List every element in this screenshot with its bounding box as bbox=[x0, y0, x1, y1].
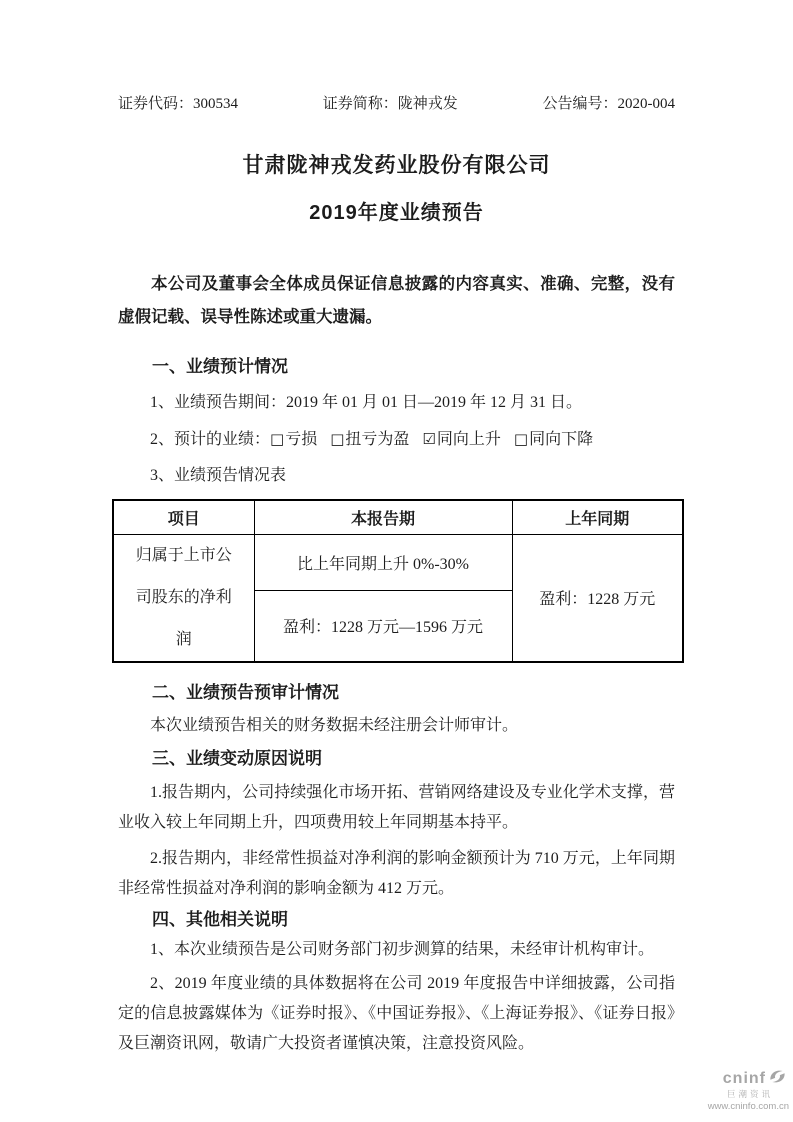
pre-audit-statement: 本次业绩预告相关的财务数据未经注册会计师审计。 bbox=[150, 716, 519, 734]
checkbox-unchecked-icon: □ bbox=[270, 430, 285, 448]
page-title: 甘肃陇神戎发药业股份有限公司 bbox=[242, 154, 551, 177]
forecast-type-prefix: 2、预计的业绩： bbox=[150, 431, 271, 448]
cninfo-swirl-icon bbox=[768, 1068, 787, 1090]
meta-header bbox=[118, 95, 675, 113]
other-note-2: 2、2019 年度业绩的具体数据将在公司 2019 年度报告中详细披露，公司指定的信息披露媒体为《证券时报》、《中国证券报》、《上海证券报》、《证券日报》及巨潮资讯网，敬请广大投资者谨慎决策，注意投资风险。 bbox=[118, 974, 675, 1052]
section-1-heading: 一、业绩预计情况 bbox=[152, 357, 288, 376]
change-reason-para-1: 1.报告期内，公司持续强化市场开拓、营销网络建设及专业化学术支撑，营业收入较上年同期上升，四项费用较上年同期基本持平。 bbox=[118, 783, 675, 831]
announcement-number: 公告编号：2020-004 bbox=[542, 96, 675, 112]
cell-prior-profit: 盈利：1228 万元 bbox=[512, 534, 683, 662]
header-current-period: 本报告期 bbox=[254, 500, 512, 534]
cell-current-change: 比上年同期上升 0%-30% bbox=[254, 534, 512, 591]
option-same-direction-up bbox=[422, 429, 500, 450]
checkbox-unchecked-icon: □ bbox=[330, 430, 345, 448]
cninfo-chinese-name: 巨潮资讯 bbox=[726, 1089, 773, 1100]
checkbox-unchecked-icon: □ bbox=[513, 430, 529, 448]
cninfo-brand-row bbox=[723, 1068, 787, 1090]
forecast-table bbox=[112, 499, 684, 663]
option-same-direction-down bbox=[514, 429, 593, 450]
cninfo-url: www.cninfo.com.cn bbox=[707, 1100, 789, 1112]
option-down-label: 同向下降 bbox=[529, 431, 594, 448]
other-note-1: 1、本次业绩预告是公司财务部门初步测算的结果，未经审计机构审计。 bbox=[150, 940, 655, 958]
stock-code: 证券代码：300534 bbox=[118, 96, 239, 112]
section-2-heading: 二、业绩预告预审计情况 bbox=[152, 682, 339, 702]
header-prior-period: 上年同期 bbox=[512, 500, 683, 534]
change-reason-para-2: 2.报告期内，非经常性损益对净利润的影响金额预计为 710 万元，上年同期非经常性损益对净利润的影响金额为 412 万元。 bbox=[118, 849, 675, 897]
table-row bbox=[113, 534, 683, 591]
option-loss bbox=[270, 429, 317, 450]
option-up-label: 同向上升 bbox=[436, 431, 501, 448]
option-loss-label: 亏损 bbox=[285, 431, 318, 448]
section-4-heading: 四、其他相关说明 bbox=[152, 909, 288, 929]
forecast-type-line bbox=[118, 429, 675, 450]
stock-name: 证券简称：陇神戎发 bbox=[322, 96, 458, 112]
page-subtitle: 2019年度业绩预告 bbox=[309, 202, 484, 224]
board-declaration: 本公司及董事会全体成员保证信息披露的内容真实、准确、完整，没有虚假记载、误导性陈述或重大遗漏。 bbox=[118, 275, 675, 326]
cell-net-profit-item: 归属于上市公司股东的净利润 bbox=[113, 534, 254, 662]
forecast-period-line: 1、业绩预告期间：2019 年 01 月 01 日—2019 年 12 月 31 日。 bbox=[150, 394, 583, 411]
table-header-row bbox=[113, 500, 683, 534]
option-turnaround bbox=[330, 429, 409, 450]
cninfo-brand-text: cninf bbox=[722, 1069, 766, 1087]
checkbox-checked-icon: ☑ bbox=[422, 430, 436, 448]
forecast-table-caption: 3、业绩预告情况表 bbox=[150, 467, 287, 484]
cell-current-profit-range: 盈利：1228 万元—1596 万元 bbox=[254, 591, 512, 662]
cninfo-logo bbox=[708, 1068, 789, 1112]
section-3-heading: 三、业绩变动原因说明 bbox=[152, 748, 322, 768]
option-turnaround-label: 扭亏为盈 bbox=[345, 431, 410, 448]
header-item: 项目 bbox=[113, 500, 254, 534]
